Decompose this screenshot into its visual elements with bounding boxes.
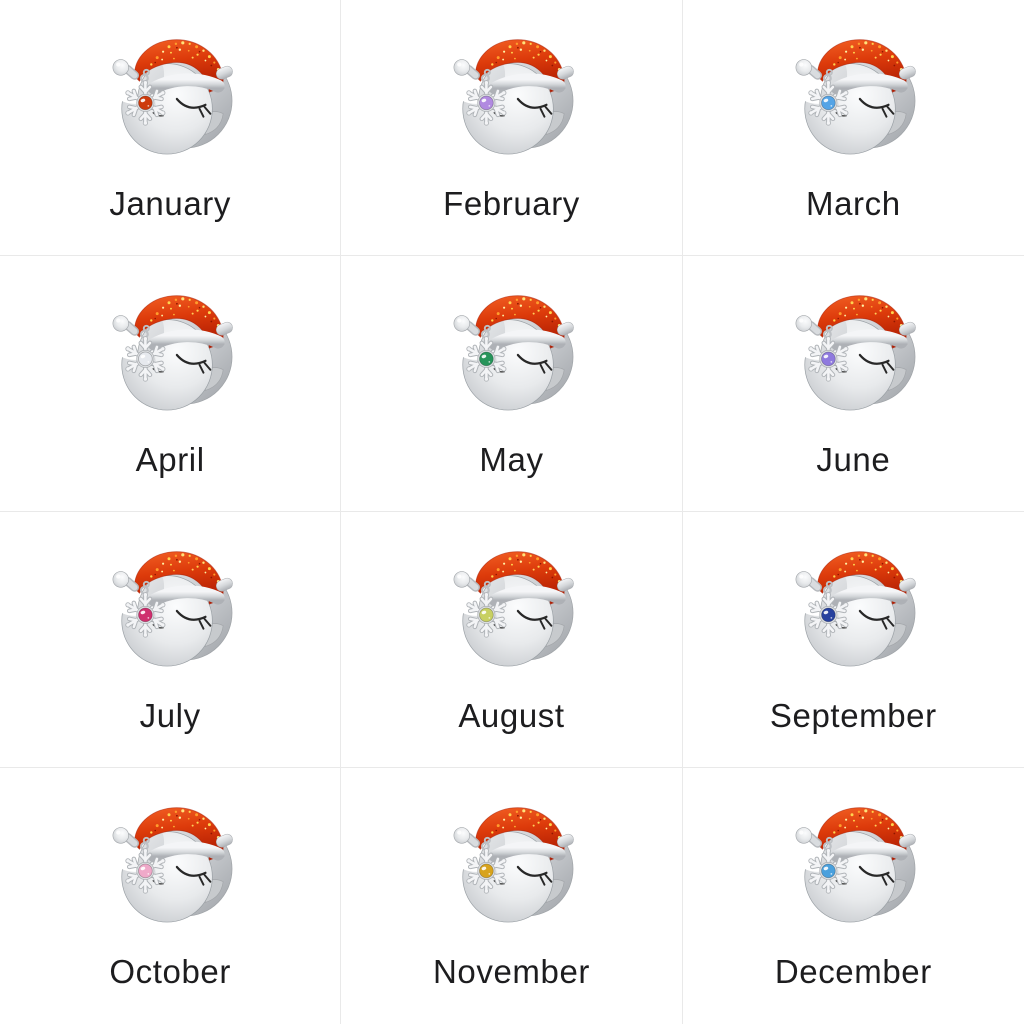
charm-image	[106, 32, 234, 160]
birthstone-gem	[820, 350, 837, 367]
month-cell-june[interactable]	[683, 256, 1024, 512]
birthstone-gem	[478, 862, 495, 879]
charm-image	[789, 288, 917, 416]
month-label: August	[458, 697, 565, 734]
month-cell-march[interactable]	[683, 0, 1024, 256]
month-cell-october[interactable]	[0, 768, 341, 1024]
month-label: November	[432, 953, 590, 990]
birthstone-gem	[137, 350, 154, 367]
pom-pom	[796, 60, 812, 76]
charm-image	[789, 544, 917, 672]
month-label: June	[816, 441, 891, 478]
pom-pom	[454, 60, 470, 76]
pom-pom	[796, 572, 812, 588]
birthstone-gem	[820, 606, 837, 623]
charm-image	[447, 32, 575, 160]
birthstone-gem	[820, 862, 837, 879]
month-label: December	[774, 953, 932, 990]
pom-pom	[454, 316, 470, 332]
pom-pom	[796, 316, 812, 332]
birthstone-gem	[137, 94, 154, 111]
pom-pom	[113, 316, 129, 332]
charm-image	[789, 800, 917, 928]
birthstone-gem	[137, 862, 154, 879]
birthstone-gem	[478, 606, 495, 623]
pom-pom	[113, 572, 129, 588]
birthstone-gem	[478, 350, 495, 367]
charm-image	[106, 544, 234, 672]
month-label: March	[805, 185, 901, 222]
month-label: April	[135, 441, 205, 478]
month-label: May	[479, 441, 544, 478]
month-cell-september[interactable]	[683, 512, 1024, 768]
month-cell-december[interactable]	[683, 768, 1024, 1024]
pom-pom	[796, 828, 812, 844]
birthstone-gem	[478, 94, 495, 111]
month-label: October	[109, 953, 231, 990]
pom-pom	[113, 828, 129, 844]
pom-pom	[113, 60, 129, 76]
month-label: February	[443, 185, 580, 222]
pom-pom	[454, 572, 470, 588]
charm-image	[106, 800, 234, 928]
month-cell-february[interactable]	[341, 0, 682, 256]
pom-pom	[454, 828, 470, 844]
birthstone-gem	[820, 94, 837, 111]
month-cell-november[interactable]	[341, 768, 682, 1024]
month-cell-april[interactable]	[0, 256, 341, 512]
month-label: September	[769, 697, 937, 734]
birthstone-gem	[137, 606, 154, 623]
month-cell-january[interactable]	[0, 0, 341, 256]
charm-image	[447, 288, 575, 416]
month-cell-july[interactable]	[0, 512, 341, 768]
month-cell-may[interactable]	[341, 256, 682, 512]
month-label: July	[139, 697, 201, 734]
charm-image	[789, 32, 917, 160]
month-label: January	[109, 185, 231, 222]
charm-image	[106, 288, 234, 416]
month-cell-august[interactable]	[341, 512, 682, 768]
charm-image	[447, 544, 575, 672]
charm-image	[447, 800, 575, 928]
